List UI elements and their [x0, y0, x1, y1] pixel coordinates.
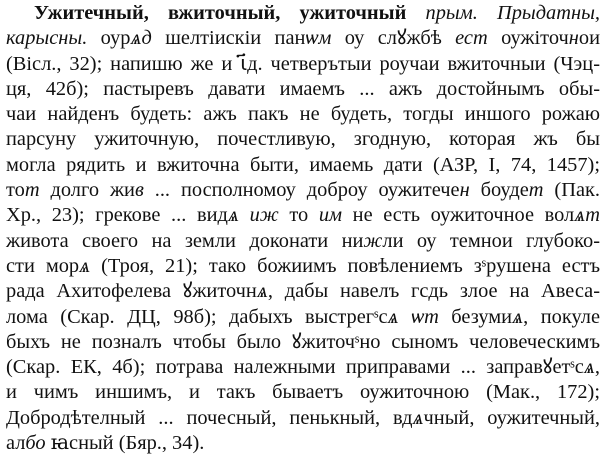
italic-text: ѡт: [411, 305, 439, 328]
entry-text: могла рядить и вжиточна быти, имаемь дати (АЗР, I, 74, 1457);: [6, 153, 600, 176]
entry-line: [6, 330, 600, 355]
entry-line: [6, 77, 600, 102]
entry-text: оужіточ: [487, 27, 569, 50]
entry-line: [6, 355, 600, 380]
entry-text: живота своего на земли доконати ни: [6, 229, 364, 252]
headword: Ужитечный, вжиточный, ужиточный: [34, 2, 407, 24]
entry-text: ꙗсный (Бяр., 34).: [45, 432, 205, 455]
entry-text: долго жи: [39, 179, 135, 202]
entry-text: (Скар. ЕК, 4б); потрава належными приправами ... заправꙋетˢс: [6, 356, 584, 379]
entry-line: [6, 254, 600, 279]
entry-line: [6, 102, 600, 127]
italic-text: ѧ: [412, 406, 424, 429]
entry-line: [6, 305, 600, 330]
entry-text: оу слꙋжбѣ: [331, 27, 442, 50]
entry-line: [6, 153, 600, 178]
italic-text: ест: [441, 27, 488, 50]
entry-text: шелтіискіи пан: [151, 27, 306, 50]
entry-text: сти мор: [6, 254, 80, 277]
entry-text: чный, оужитечный,: [423, 406, 600, 429]
entry-text: ли оу темнои глубоко-: [382, 229, 600, 252]
entry-text: то: [278, 204, 319, 227]
italic-text: т: [528, 179, 544, 202]
entry-line: [6, 1, 600, 26]
entry-text: [406, 2, 425, 24]
entry-line: [6, 229, 600, 254]
entry-text: безуми: [438, 305, 513, 328]
italic-text: ѧ: [583, 356, 595, 379]
entry-text: , покуле: [523, 305, 600, 328]
entry-line: [6, 203, 600, 228]
entry-text: и чимъ иншимъ, и такъ бываетъ оужиточною (Мак., 172);: [6, 381, 600, 404]
entry-line: [6, 52, 600, 77]
entry-text: [399, 306, 412, 328]
entry-text: (Вісл., 32); напишю же и ꙇ҃д. четверътыи роучаи вжиточныи (Чэц-: [6, 52, 600, 75]
entry-text: ,: [594, 356, 600, 379]
italic-text: ѧ: [387, 305, 399, 328]
entry-text: рада Ахитофелева ꙋжиточн: [6, 280, 257, 303]
entry-text: ал: [6, 432, 26, 455]
italic-text: т: [24, 179, 40, 202]
entry-text: лома (Скар. ДЦ, 98б); дабыхъ выстрегˢс: [6, 305, 388, 328]
entry-text: Добродѣтелный ... почесный, пенькный, вд: [6, 406, 413, 429]
italic-text: н: [459, 179, 470, 202]
entry-line: [6, 26, 600, 51]
italic-text: ѧ: [512, 305, 524, 328]
entry-line: [6, 431, 600, 456]
italic-text: карысны.: [6, 27, 88, 50]
entry-line: [6, 279, 600, 304]
italic-text: ѧ: [79, 254, 91, 277]
entry-text: быхъ не позналъ чтобы было ꙋжиточˢно сыномъ человеческимъ: [6, 330, 600, 353]
italic-text: в: [134, 179, 144, 202]
italic-text: ѧд: [130, 27, 152, 50]
entry-text: Хр., 23); грекове ... вид: [6, 204, 228, 227]
italic-text: ѧ иж: [227, 204, 279, 227]
entry-text: чаи найденъ будеть: ажъ пакъ не будеть, тогды иншого рожаю: [6, 103, 600, 126]
italic-text: бо: [25, 432, 46, 455]
entry-text: (Пак.: [543, 179, 600, 202]
entry-line: [6, 178, 600, 203]
italic-text: ж: [363, 229, 383, 252]
italic-text: ѧ: [256, 280, 268, 303]
entry-text: ... посполномоу доброу оужитече: [143, 179, 460, 202]
entry-line: [6, 406, 600, 431]
italic-text: прым. Прыдатны,: [425, 2, 600, 24]
italic-text: ѡм: [305, 27, 332, 50]
entry-text: ои: [578, 27, 600, 50]
entry-text: не есть оужиточное вол: [342, 204, 575, 227]
italic-text: им: [318, 204, 343, 227]
entry-text: , дабы навелъ гсдь злое на Авеса-: [267, 280, 600, 303]
entry-line: [6, 127, 600, 152]
italic-text: ѧт: [574, 204, 600, 227]
entry-text: парсуну ужиточную, почестливую, згодную, которая жъ бы: [6, 128, 600, 151]
entry-text: оур: [87, 27, 131, 50]
entry-text: то: [6, 179, 25, 202]
entry-line: [6, 380, 600, 405]
entry-text: (Троя, 21); тако божиимъ повѣлениемъ зˢрушена естъ: [90, 254, 600, 277]
entry-text: боуде: [469, 179, 529, 202]
entry-text: ця, 42б); пастыревъ давати имаемъ ... ажъ достойнымъ обы-: [6, 77, 600, 100]
italic-text: н: [568, 27, 579, 50]
